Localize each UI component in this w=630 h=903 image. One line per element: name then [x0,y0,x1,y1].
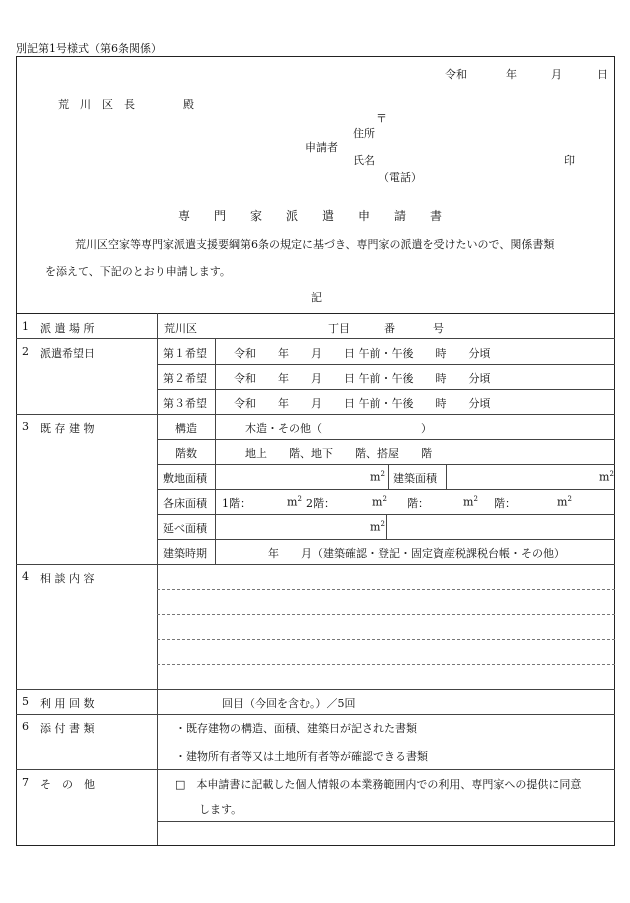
date-year: 年 [506,68,517,81]
row2-no: 2 [22,345,29,358]
choice3-text: 令和 年 月 日 午前・午後 時 分頃 [234,397,491,410]
honorific: 殿 [183,98,194,111]
built-label: 建築時期 [163,547,207,560]
choice3-label: 第３希望 [163,397,207,410]
row6-label: 添 付 書 類 [40,722,95,735]
row3-no: 3 [22,420,29,433]
site-area-label: 敷地面積 [163,472,207,485]
phone-label: （電話） [378,171,422,184]
floor1-unit: $m^2$ [287,495,302,509]
document-title: 専 門 家 派 遣 申 請 書 [178,209,443,223]
attachment-item-2: ・建物所有者等又は土地所有者等が確認できる書類 [175,750,428,763]
location-ward: 荒川区 [164,322,197,335]
date-day: 日 [597,68,608,81]
floor2-label: 2階： [306,497,335,510]
total-area-label: 延べ面積 [163,522,207,535]
row1-no: 1 [22,320,29,333]
structure-label: 構造 [175,422,197,435]
consent-line-2: します。 [199,803,243,816]
building-area-unit: $m^2$ [599,470,614,484]
applicant-label: 申請者 [305,141,338,154]
floor-area-label: 各床面積 [163,497,207,510]
floors-label: 階数 [175,447,197,460]
floor4-label: 階： [494,497,516,510]
structure-value: 木造・その他（ ） [245,422,432,435]
choice1-text: 令和 年 月 日 午前・午後 時 分頃 [234,347,491,360]
floors-value: 地上 階、地下 階、搭屋 階 [245,447,432,460]
built-value: 年 月（建築確認・登記・固定資産税課税台帳・その他） [268,547,565,560]
addressee: 荒 川 区 長 [58,98,135,111]
form-label: 別記第1号様式（第6条関係） [16,42,162,55]
row7-label: そ の 他 [40,778,95,791]
row4-no: 4 [22,570,29,583]
postal-mark: 〒 [376,112,387,125]
total-area-unit: $m^2$ [370,520,385,534]
site-area-unit: $m^2$ [370,470,385,484]
name-label: 氏名 [353,154,375,167]
row2-label: 派遣希望日 [40,347,95,360]
floor3-unit: $m^2$ [463,495,478,509]
row5-label: 利 用 回 数 [40,697,95,710]
floor4-unit: $m^2$ [557,495,572,509]
row6-no: 6 [22,720,29,733]
choice2-label: 第２希望 [163,372,207,385]
building-area-label: 建築面積 [393,472,437,485]
consent-line-1[interactable]: □ 本申請書に記載した個人情報の本業務範囲内での利用、専門家への提供に同意 [175,778,582,791]
date-era: 令和 [445,68,467,81]
ki-mark: 記 [311,291,322,304]
seal-mark: 印 [564,154,575,167]
floor2-unit: $m^2$ [372,495,387,509]
row1-label: 派 遣 場 所 [40,322,95,335]
location-go: 号 [433,322,444,335]
row5-no: 5 [22,695,29,708]
row3-label: 既 存 建 物 [40,422,95,435]
date-month: 月 [551,68,562,81]
address-label: 住所 [353,127,375,140]
floor1-label: 1階： [222,497,251,510]
intro-line-1: 荒川区空家等専門家派遣支援要綱第6条の規定に基づき、専門家の派遣を受けたいので、関係書類 [75,238,555,251]
intro-line-2: を添えて、下記のとおり申請します。 [45,265,231,278]
usage-value: 回目（今回を含む。）／5回 [222,697,356,710]
row4-label: 相 談 内 容 [40,572,95,585]
floor3-label: 階： [407,497,429,510]
row7-no: 7 [22,776,29,789]
location-chome: 丁目 [328,322,350,335]
choice1-label: 第１希望 [163,347,207,360]
attachment-item-1: ・既存建物の構造、面積、建築日が記された書類 [175,722,417,735]
location-ban: 番 [384,322,395,335]
choice2-text: 令和 年 月 日 午前・午後 時 分頃 [234,372,491,385]
